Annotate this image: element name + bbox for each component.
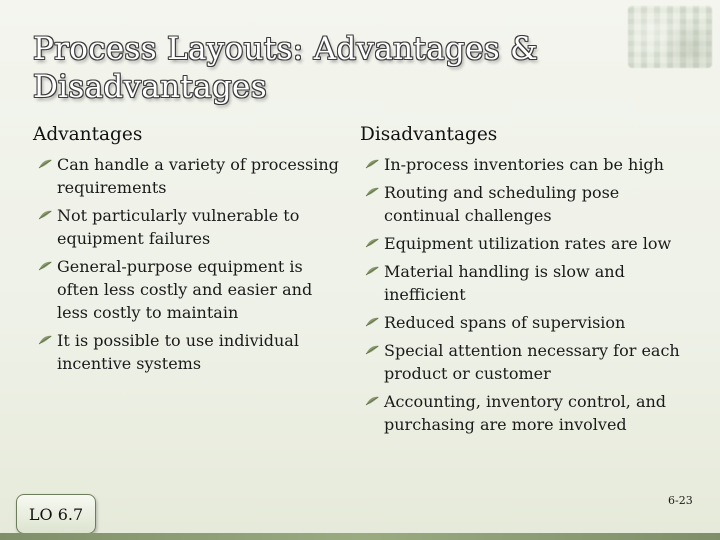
- page-number: 6-23: [668, 494, 693, 507]
- leaf-bullet-icon: [38, 335, 53, 345]
- disadvantage-text: Reduced spans of supervision: [384, 313, 626, 332]
- leaf-bullet-icon: [365, 345, 380, 355]
- list-item: [33, 204, 345, 250]
- leaf-bullet-icon: [365, 187, 380, 197]
- leaf-bullet-icon: [365, 396, 380, 406]
- advantages-list: [33, 153, 345, 375]
- advantage-text: Can handle a variety of processing requirements: [57, 155, 339, 197]
- list-item: [360, 339, 680, 385]
- factory-photo-thumbnail: [628, 6, 712, 68]
- list-item: [360, 311, 680, 334]
- advantages-heading: Advantages: [33, 124, 143, 145]
- disadvantages-list: [360, 153, 680, 436]
- learning-objective-badge: LO 6.7: [16, 494, 96, 534]
- disadvantage-text: Equipment utilization rates are low: [384, 234, 672, 253]
- list-item: [33, 329, 345, 375]
- advantage-text: Not particularly vulnerable to equipment failures: [57, 206, 300, 248]
- leaf-bullet-icon: [38, 210, 53, 220]
- disadvantages-column: [360, 124, 680, 441]
- list-item: [360, 232, 680, 255]
- leaf-bullet-icon: [365, 238, 380, 248]
- list-item: [33, 255, 345, 324]
- list-item: [360, 153, 680, 176]
- list-item: [360, 181, 680, 227]
- disadvantage-text: In-process inventories can be high: [384, 155, 664, 174]
- disadvantage-text: Special attention necessary for each product or customer: [384, 341, 680, 383]
- list-item: [360, 390, 680, 436]
- leaf-bullet-icon: [38, 159, 53, 169]
- leaf-bullet-icon: [365, 266, 380, 276]
- disadvantages-heading: Disadvantages: [360, 124, 498, 145]
- advantage-text: General-purpose equipment is often less costly and easier and less costly to maintain: [57, 257, 313, 322]
- bottom-accent-bar: [0, 533, 720, 540]
- disadvantage-text: Material handling is slow and inefficient: [384, 262, 625, 304]
- advantages-column: [33, 124, 345, 380]
- advantage-text: It is possible to use individual incentive systems: [57, 331, 299, 373]
- list-item: [360, 260, 680, 306]
- list-item: [33, 153, 345, 199]
- disadvantage-text: Accounting, inventory control, and purchasing are more involved: [384, 392, 667, 434]
- leaf-bullet-icon: [365, 159, 380, 169]
- disadvantage-text: Routing and scheduling pose continual challenges: [384, 183, 620, 225]
- leaf-bullet-icon: [365, 317, 380, 327]
- leaf-bullet-icon: [38, 261, 53, 271]
- slide-title: Process Layouts: Advantages & Disadvantages: [33, 31, 538, 105]
